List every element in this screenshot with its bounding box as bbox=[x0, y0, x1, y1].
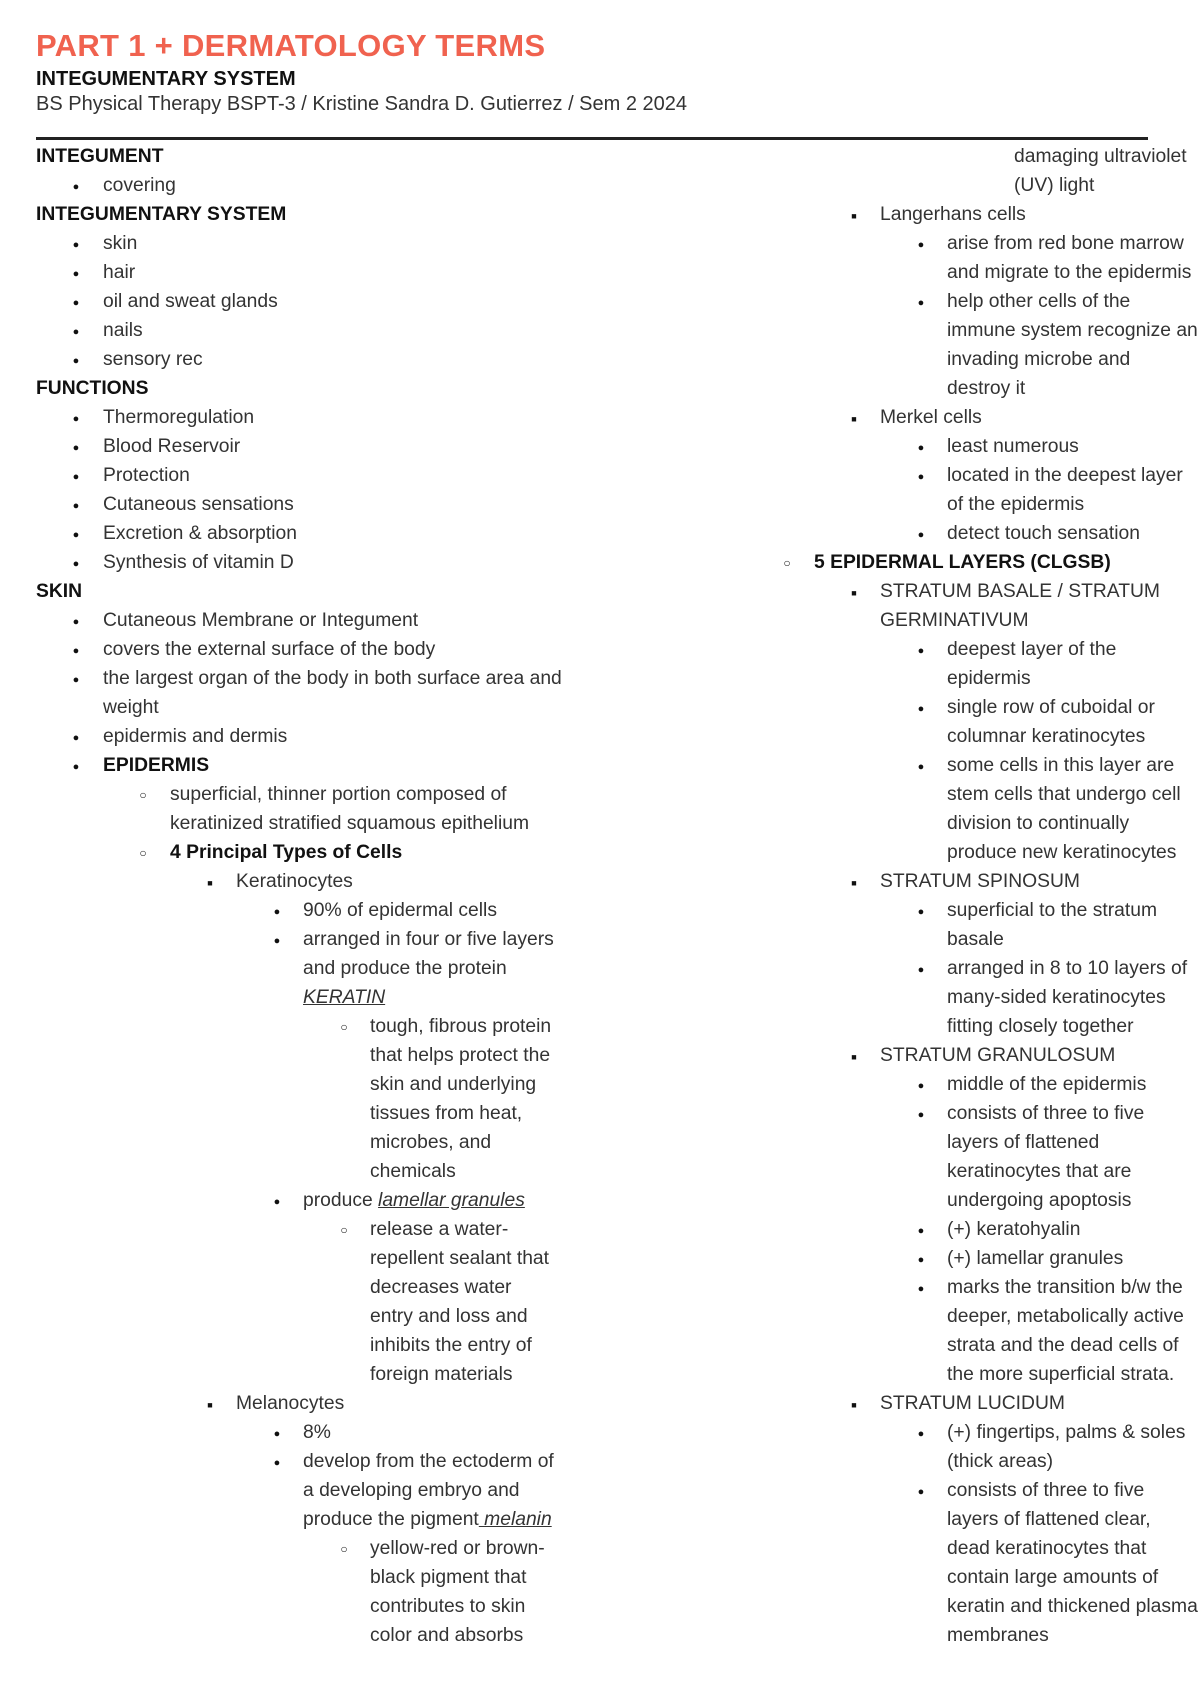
outline-line bbox=[36, 867, 606, 896]
outline-line bbox=[36, 461, 606, 490]
outline-text: inhibits the entry of bbox=[370, 1335, 532, 1356]
outline-line bbox=[36, 896, 606, 925]
outline-text: 90% of epidermal cells bbox=[303, 900, 497, 921]
outline-line bbox=[680, 664, 1180, 693]
outline-text: foreign materials bbox=[370, 1364, 513, 1385]
outline-line bbox=[680, 490, 1180, 519]
outline-text: superficial, thinner portion composed of bbox=[170, 784, 507, 805]
outline-line bbox=[36, 490, 606, 519]
outline-line bbox=[36, 258, 606, 287]
outline-text: black pigment that bbox=[370, 1567, 527, 1588]
outline-line bbox=[680, 1505, 1180, 1534]
outline-line bbox=[680, 722, 1180, 751]
circle-bullet-icon bbox=[136, 780, 150, 810]
outline-line bbox=[680, 1244, 1180, 1273]
outline-line bbox=[680, 403, 1180, 432]
outline-line bbox=[36, 1099, 606, 1128]
outline-line bbox=[36, 1070, 606, 1099]
outline-text: epidermis bbox=[947, 668, 1031, 689]
outline-text: superficial to the stratum bbox=[947, 900, 1158, 921]
circle-bullet-icon bbox=[337, 1012, 351, 1042]
disc-bullet-icon bbox=[914, 1070, 928, 1101]
disc-bullet-icon bbox=[69, 287, 83, 318]
outline-text: produce lamellar granules bbox=[303, 1190, 525, 1211]
outline-line bbox=[680, 1389, 1180, 1418]
outline-line bbox=[36, 316, 606, 345]
outline-text: division to continually bbox=[947, 813, 1130, 834]
outline-text: Thermoregulation bbox=[103, 407, 255, 428]
outline-text: Protection bbox=[103, 465, 190, 486]
outline-line bbox=[36, 1041, 606, 1070]
outline-line bbox=[680, 142, 1187, 171]
outline-text: Merkel cells bbox=[880, 407, 982, 428]
outline-line bbox=[680, 1563, 1180, 1592]
square-bullet-icon bbox=[847, 1041, 861, 1072]
square-bullet-icon bbox=[203, 1389, 217, 1420]
outline-line bbox=[680, 345, 1180, 374]
outline-line bbox=[36, 635, 606, 664]
outline-text: epidermis and dermis bbox=[103, 726, 288, 747]
outline-line bbox=[680, 983, 1180, 1012]
outline-text: covering bbox=[103, 175, 176, 196]
outline-text: consists of three to five bbox=[947, 1480, 1145, 1501]
outline-text: produce the pigment melanin bbox=[303, 1509, 552, 1530]
outline-line bbox=[36, 1302, 606, 1331]
outline-text: keratin and thickened plasma bbox=[947, 1596, 1198, 1617]
disc-bullet-icon bbox=[914, 432, 928, 463]
outline-text: (+) lamellar granules bbox=[947, 1248, 1124, 1269]
outline-text: columnar keratinocytes bbox=[947, 726, 1146, 747]
outline-line bbox=[680, 1592, 1198, 1621]
outline-line bbox=[680, 838, 1180, 867]
outline-line bbox=[680, 867, 1180, 896]
outline-line bbox=[680, 1186, 1180, 1215]
disc-bullet-icon bbox=[914, 1244, 928, 1275]
outline-line bbox=[680, 925, 1180, 954]
disc-bullet-icon bbox=[914, 1418, 928, 1449]
disc-bullet-icon bbox=[69, 345, 83, 376]
circle-bullet-icon bbox=[337, 1215, 351, 1245]
outline-text: the largest organ of the body in both surface area and bbox=[103, 668, 562, 689]
outline-line bbox=[680, 751, 1180, 780]
outline-text: deepest layer of the bbox=[947, 639, 1117, 660]
outline-text: tissues from heat, bbox=[370, 1103, 523, 1124]
outline-line bbox=[680, 461, 1183, 490]
header-divider bbox=[36, 137, 1148, 140]
outline-text: located in the deepest layer bbox=[947, 465, 1183, 486]
disc-bullet-icon bbox=[69, 258, 83, 289]
outline-text: decreases water bbox=[370, 1277, 512, 1298]
outline-text: layers of flattened bbox=[947, 1132, 1100, 1153]
emphasized-term: lamellar granules bbox=[378, 1190, 525, 1211]
document-subtitle: INTEGUMENTARY SYSTEM bbox=[36, 68, 296, 90]
outline-text: KERATIN bbox=[303, 987, 386, 1008]
outline-text: yellow-red or brown- bbox=[370, 1538, 545, 1559]
section-heading bbox=[36, 577, 606, 606]
outline-text: weight bbox=[103, 697, 159, 718]
outline-text: fitting closely together bbox=[947, 1016, 1134, 1037]
disc-bullet-icon bbox=[69, 403, 83, 434]
outline-text: marks the transition b/w the bbox=[947, 1277, 1183, 1298]
circle-bullet-icon bbox=[780, 548, 794, 578]
disc-bullet-icon bbox=[914, 229, 928, 260]
outline-line bbox=[36, 229, 606, 258]
section-heading bbox=[36, 200, 606, 229]
outline-text: entry and loss and bbox=[370, 1306, 528, 1327]
outline-text: consists of three to five bbox=[947, 1103, 1145, 1124]
disc-bullet-icon bbox=[270, 1186, 284, 1217]
disc-bullet-icon bbox=[914, 519, 928, 550]
disc-bullet-icon bbox=[69, 635, 83, 666]
outline-line bbox=[680, 1360, 1180, 1389]
outline-line bbox=[680, 200, 1180, 229]
disc-bullet-icon bbox=[69, 548, 83, 579]
disc-bullet-icon bbox=[270, 925, 284, 956]
outline-text: of the epidermis bbox=[947, 494, 1085, 515]
outline-line bbox=[36, 1186, 606, 1215]
disc-bullet-icon bbox=[914, 287, 928, 318]
outline-line bbox=[680, 1476, 1180, 1505]
outline-text: INTEGUMENT bbox=[36, 146, 164, 167]
outline-line bbox=[36, 1476, 606, 1505]
circle-bullet-icon bbox=[337, 1534, 351, 1564]
outline-text: membranes bbox=[947, 1625, 1049, 1646]
outline-text: invading microbe and bbox=[947, 349, 1131, 370]
outline-line bbox=[36, 432, 606, 461]
outline-text: that helps protect the bbox=[370, 1045, 551, 1066]
outline-text: arranged in 8 to 10 layers of bbox=[947, 958, 1188, 979]
outline-line bbox=[36, 1447, 606, 1476]
outline-text: 8% bbox=[303, 1422, 331, 1443]
outline-text: some cells in this layer are bbox=[947, 755, 1175, 776]
outline-line bbox=[680, 171, 1180, 200]
outline-text: tough, fibrous protein bbox=[370, 1016, 552, 1037]
outline-line bbox=[36, 1505, 606, 1534]
outline-text: release a water- bbox=[370, 1219, 509, 1240]
outline-text: (+) fingertips, palms & soles bbox=[947, 1422, 1186, 1443]
disc-bullet-icon bbox=[69, 171, 83, 202]
outline-line bbox=[680, 1041, 1180, 1070]
outline-line bbox=[36, 1273, 606, 1302]
outline-text: STRATUM SPINOSUM bbox=[880, 871, 1080, 892]
outline-text: STRATUM LUCIDUM bbox=[880, 1393, 1065, 1414]
outline-text: Langerhans cells bbox=[880, 204, 1026, 225]
outline-text: the more superficial strata. bbox=[947, 1364, 1175, 1385]
outline-line bbox=[36, 1157, 606, 1186]
outline-line bbox=[680, 809, 1180, 838]
outline-line bbox=[680, 374, 1180, 403]
outline-text: repellent sealant that bbox=[370, 1248, 550, 1269]
outline-line bbox=[680, 287, 1180, 316]
outline-text: deeper, metabolically active bbox=[947, 1306, 1184, 1327]
outline-line bbox=[36, 1128, 606, 1157]
outline-text: basale bbox=[947, 929, 1004, 950]
outline-text: chemicals bbox=[370, 1161, 456, 1182]
outline-text: least numerous bbox=[947, 436, 1079, 457]
outline-text: destroy it bbox=[947, 378, 1026, 399]
outline-text: keratinocytes that are bbox=[947, 1161, 1132, 1182]
outline-text: arranged in four or five layers bbox=[303, 929, 554, 950]
outline-text: SKIN bbox=[36, 581, 83, 602]
outline-text: STRATUM BASALE / STRATUM bbox=[880, 581, 1160, 602]
disc-bullet-icon bbox=[914, 1273, 928, 1304]
outline-line bbox=[36, 983, 606, 1012]
outline-text: Cutaneous Membrane or Integument bbox=[103, 610, 419, 631]
outline-text: stem cells that undergo cell bbox=[947, 784, 1181, 805]
outline-line bbox=[680, 635, 1180, 664]
outline-line bbox=[680, 1331, 1180, 1360]
outline-line bbox=[36, 1389, 606, 1418]
disc-bullet-icon bbox=[270, 1447, 284, 1478]
outline-text: covers the external surface of the body bbox=[103, 639, 436, 660]
disc-bullet-icon bbox=[914, 1476, 928, 1507]
disc-bullet-icon bbox=[69, 722, 83, 753]
outline-line bbox=[36, 780, 606, 809]
outline-line bbox=[36, 809, 606, 838]
outline-line bbox=[680, 1418, 1186, 1447]
circle-bullet-icon bbox=[136, 838, 150, 868]
outline-text: dead keratinocytes that bbox=[947, 1538, 1147, 1559]
outline-text: STRATUM GRANULOSUM bbox=[880, 1045, 1116, 1066]
outline-text: contributes to skin bbox=[370, 1596, 526, 1617]
outline-line bbox=[36, 403, 606, 432]
outline-line bbox=[680, 1215, 1180, 1244]
outline-text: Melanocytes bbox=[236, 1393, 345, 1414]
disc-bullet-icon bbox=[69, 490, 83, 521]
outline-line bbox=[680, 1534, 1180, 1563]
outline-line bbox=[680, 432, 1180, 461]
disc-bullet-icon bbox=[914, 751, 928, 782]
outline-text: damaging ultraviolet bbox=[1014, 146, 1187, 167]
outline-text: sensory rec bbox=[103, 349, 203, 370]
outline-text: immune system recognize an bbox=[947, 320, 1198, 341]
square-bullet-icon bbox=[203, 867, 217, 898]
outline-line bbox=[680, 954, 1188, 983]
disc-bullet-icon bbox=[914, 1215, 928, 1246]
disc-bullet-icon bbox=[69, 664, 83, 695]
outline-line bbox=[36, 751, 606, 780]
outline-text: produce new keratinocytes bbox=[947, 842, 1177, 863]
outline-line bbox=[36, 548, 606, 577]
outline-text: FUNCTIONS bbox=[36, 378, 149, 399]
disc-bullet-icon bbox=[69, 751, 83, 782]
square-bullet-icon bbox=[847, 577, 861, 608]
outline-text: undergoing apoptosis bbox=[947, 1190, 1132, 1211]
outline-text: Excretion & absorption bbox=[103, 523, 297, 544]
outline-line bbox=[680, 577, 1180, 606]
outline-line bbox=[680, 1070, 1180, 1099]
outline-line bbox=[680, 1099, 1180, 1128]
outline-text: nails bbox=[103, 320, 143, 341]
outline-line bbox=[680, 229, 1184, 258]
outline-line bbox=[680, 258, 1192, 287]
outline-line bbox=[36, 606, 606, 635]
disc-bullet-icon bbox=[69, 519, 83, 550]
disc-bullet-icon bbox=[914, 1099, 928, 1130]
outline-line bbox=[680, 316, 1198, 345]
outline-line bbox=[36, 1244, 606, 1273]
outline-text: many-sided keratinocytes bbox=[947, 987, 1166, 1008]
outline-text: 4 Principal Types of Cells bbox=[170, 842, 403, 863]
outline-line bbox=[680, 606, 1180, 635]
outline-text: hair bbox=[103, 262, 136, 283]
outline-line bbox=[36, 1215, 606, 1244]
outline-line bbox=[680, 1302, 1184, 1331]
outline-text: INTEGUMENTARY SYSTEM bbox=[36, 204, 287, 225]
disc-bullet-icon bbox=[69, 432, 83, 463]
outline-text: keratinized stratified squamous epithelium bbox=[170, 813, 530, 834]
outline-line bbox=[680, 693, 1180, 722]
outline-text: Blood Reservoir bbox=[103, 436, 241, 457]
outline-text: oil and sweat glands bbox=[103, 291, 278, 312]
outline-line bbox=[680, 1012, 1180, 1041]
disc-bullet-icon bbox=[69, 461, 83, 492]
disc-bullet-icon bbox=[270, 896, 284, 927]
square-bullet-icon bbox=[847, 867, 861, 898]
disc-bullet-icon bbox=[270, 1418, 284, 1449]
outline-line bbox=[36, 1592, 606, 1621]
outline-line bbox=[36, 1360, 606, 1389]
outline-text: detect touch sensation bbox=[947, 523, 1140, 544]
outline-text: a developing embryo and bbox=[303, 1480, 520, 1501]
disc-bullet-icon bbox=[914, 635, 928, 666]
outline-text: GERMINATIVUM bbox=[880, 610, 1029, 631]
outline-line bbox=[680, 896, 1180, 925]
outline-line bbox=[680, 1157, 1180, 1186]
outline-line bbox=[680, 548, 1180, 577]
outline-text: skin and underlying bbox=[370, 1074, 537, 1095]
document-byline: BS Physical Therapy BSPT-3 / Kristine Sandra D. Gutierrez / Sem 2 2024 bbox=[36, 93, 688, 115]
outline-line bbox=[36, 954, 606, 983]
disc-bullet-icon bbox=[914, 461, 928, 492]
document-title: PART 1 + DERMATOLOGY TERMS bbox=[36, 28, 546, 63]
outline-text: Keratinocytes bbox=[236, 871, 353, 892]
outline-text: Cutaneous sensations bbox=[103, 494, 294, 515]
disc-bullet-icon bbox=[69, 229, 83, 260]
outline-line bbox=[36, 1012, 606, 1041]
disc-bullet-icon bbox=[914, 693, 928, 724]
outline-line bbox=[36, 1331, 606, 1360]
outline-text: arise from red bone marrow bbox=[947, 233, 1184, 254]
outline-text: (UV) light bbox=[1014, 175, 1095, 196]
outline-text: color and absorbs bbox=[370, 1625, 524, 1646]
outline-line bbox=[36, 171, 606, 200]
outline-text: skin bbox=[103, 233, 138, 254]
outline-text: strata and the dead cells of bbox=[947, 1335, 1179, 1356]
outline-line bbox=[36, 1621, 606, 1650]
outline-line bbox=[36, 1418, 606, 1447]
outline-line bbox=[36, 838, 606, 867]
outline-line bbox=[680, 519, 1180, 548]
outline-text: contain large amounts of bbox=[947, 1567, 1159, 1588]
outline-line bbox=[680, 1273, 1183, 1302]
right-column bbox=[680, 142, 1198, 1650]
square-bullet-icon bbox=[847, 403, 861, 434]
left-column bbox=[36, 142, 606, 1650]
outline-line bbox=[36, 925, 606, 954]
outline-text: develop from the ectoderm of bbox=[303, 1451, 554, 1472]
outline-text: and produce the protein bbox=[303, 958, 507, 979]
section-heading bbox=[36, 142, 606, 171]
outline-text: layers of flattened clear, bbox=[947, 1509, 1151, 1530]
outline-line bbox=[36, 1563, 606, 1592]
square-bullet-icon bbox=[847, 1389, 861, 1420]
outline-text: help other cells of the bbox=[947, 291, 1131, 312]
outline-line bbox=[36, 722, 606, 751]
square-bullet-icon bbox=[847, 200, 861, 231]
outline-text: and migrate to the epidermis bbox=[947, 262, 1192, 283]
emphasized-term: melanin bbox=[478, 1509, 552, 1530]
outline-line bbox=[680, 780, 1180, 809]
outline-line bbox=[36, 1534, 606, 1563]
outline-text: microbes, and bbox=[370, 1132, 492, 1153]
outline-line bbox=[36, 287, 606, 316]
disc-bullet-icon bbox=[914, 954, 928, 985]
outline-text: EPIDERMIS bbox=[103, 755, 210, 776]
outline-line bbox=[680, 1447, 1180, 1476]
section-heading bbox=[36, 374, 606, 403]
outline-line bbox=[36, 693, 606, 722]
disc-bullet-icon bbox=[69, 316, 83, 347]
outline-text: 5 EPIDERMAL LAYERS (CLGSB) bbox=[814, 552, 1111, 573]
outline-text: (thick areas) bbox=[947, 1451, 1054, 1472]
outline-line bbox=[680, 1128, 1180, 1157]
outline-line bbox=[680, 1621, 1180, 1650]
disc-bullet-icon bbox=[69, 606, 83, 637]
outline-line bbox=[36, 519, 606, 548]
outline-text: (+) keratohyalin bbox=[947, 1219, 1081, 1240]
disc-bullet-icon bbox=[914, 896, 928, 927]
outline-text: middle of the epidermis bbox=[947, 1074, 1147, 1095]
outline-line bbox=[36, 664, 606, 693]
outline-text: single row of cuboidal or bbox=[947, 697, 1155, 718]
outline-text: Synthesis of vitamin D bbox=[103, 552, 294, 573]
outline-line bbox=[36, 345, 606, 374]
